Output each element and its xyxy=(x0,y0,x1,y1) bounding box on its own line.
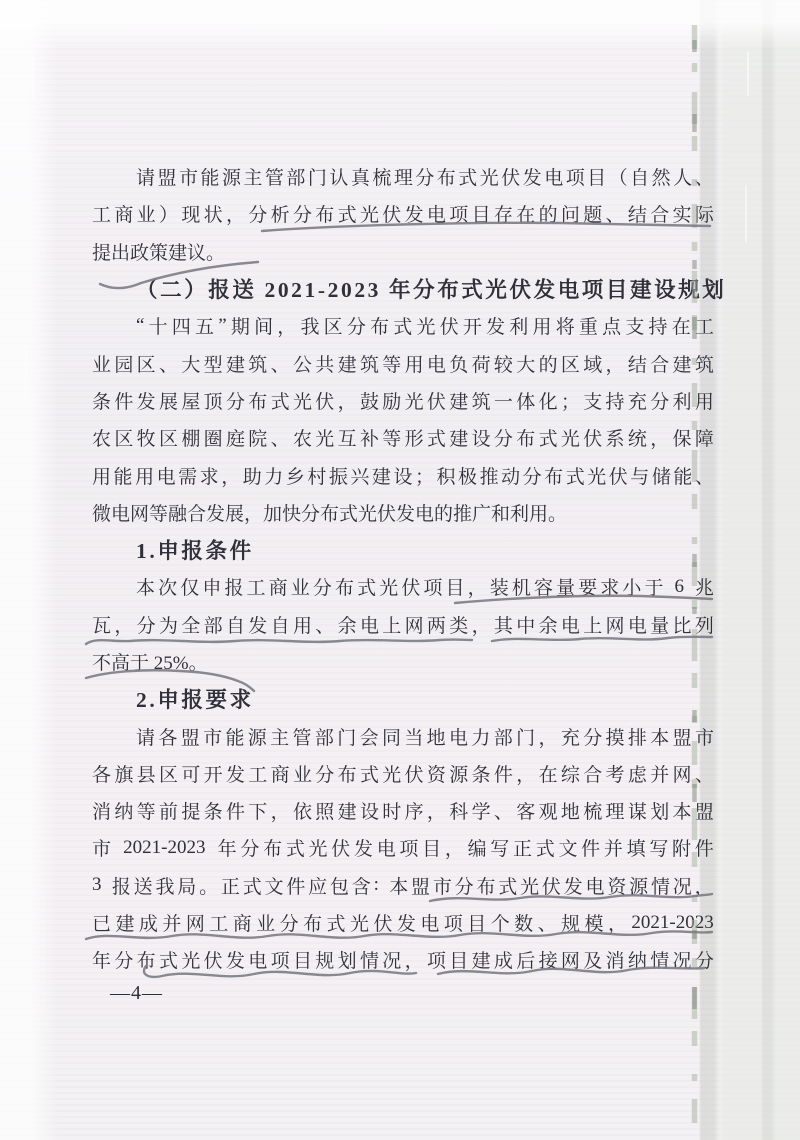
text-line: 年 分 布 式 光 伏 发 电 项 目 规 划 情 况 ， 项 目 建 成 后 接 网 及 消 纳 情 况 分 xyxy=(92,951,714,973)
text-line: 已 建 成 并 网 工 商 业 分 布 式 光 伏 发 电 项 目 个 数 、 规 模 ， 2021-2023 xyxy=(92,911,714,936)
text-line: 工 商 业 ） 现 状 ， 分 析 分 布 式 光 伏 发 电 项 目 存 在 的 问 题 、 结 合 实 际 xyxy=(92,205,714,227)
text-line: 各 旗 县 区 可 开 发 工 商 业 分 布 式 光 伏 资 源 条 件 ， 在 综 合 考 虑 并 网 、 xyxy=(92,764,714,786)
text-line: 本 次 仅 申 报 工 商 业 分 布 式 光 伏 项 目 ， 装 机 容 量 要 求 小 于 6 兆 xyxy=(136,575,714,600)
text-line: 业 园 区 、 大 型 建 筑 、 公 共 建 筑 等 用 电 负 荷 较 大 的 区 域 ， 结 合 建 筑 xyxy=(92,354,714,376)
document-body xyxy=(92,158,727,979)
text-line: 瓦 ， 分 为 全 部 自 发 自 用 、 余 电 上 网 两 类 ， 其 中 余 电 上 网 电 量 比 列 xyxy=(92,615,714,637)
text-line: 用 能 用 电 需 求 ， 助 力 乡 村 振 兴 建 设 ； 积 极 推 动 分 布 式 光 伏 与 储 能 、 xyxy=(92,466,714,488)
text-line: 市 2021-2023 年 分 布 式 光 伏 发 电 项 目 ， 编 写 正 式 文 件 并 填 写 附 件 xyxy=(92,836,714,861)
text-line: （二）报送 2021-2023 年分布式光伏发电项目建设规划 xyxy=(136,278,727,303)
text-line: “ 十 四 五 ” 期 间 ， 我 区 分 布 式 光 伏 开 发 利 用 将 重 点 支 持 在 工 xyxy=(136,314,714,339)
text-line: 请 各 盟 市 能 源 主 管 部 门 会 同 当 地 电 力 部 门 ， 充 分 摸 排 本 盟 市 xyxy=(136,727,714,749)
text-line: 提出政策建议。 xyxy=(92,242,226,264)
text-line: 1.申报条件 xyxy=(136,539,254,564)
page-number: —4— xyxy=(110,982,163,1004)
text-line: 消 纳 等 前 提 条 件 下 ， 依 照 建 设 时 序 ， 科 学 、 客 观 地 梳 理 谋 划 本 盟 xyxy=(92,802,714,824)
text-line: 微电网等融合发展，加快分布式光伏发电的推广和利用。 xyxy=(92,503,568,525)
text-line: 农 区 牧 区 棚 圈 庭 院 、 农 光 互 补 等 形 式 建 设 分 布 式 光 伏 系 统 ， 保 障 xyxy=(92,429,714,451)
text-line: 2.申报要求 xyxy=(136,688,254,713)
text-line: 不高于 25%。 xyxy=(92,653,208,674)
text-line: 请 盟 市 能 源 主 管 部 门 认 真 梳 理 分 布 式 光 伏 发 电 项 目 （ 自 然 人 、 xyxy=(136,168,714,190)
text-line: 3 报 送 我 局 。 正 式 文 件 应 包 含 : 本 盟 市 分 布 式 光 伏 发 电 资 源 情 况 ， xyxy=(92,874,714,898)
text-line: 条 件 发 展 屋 顶 分 布 式 光 伏 ， 鼓 励 光 伏 建 筑 一 体 化 ； 支 持 充 分 利 用 xyxy=(92,391,714,413)
